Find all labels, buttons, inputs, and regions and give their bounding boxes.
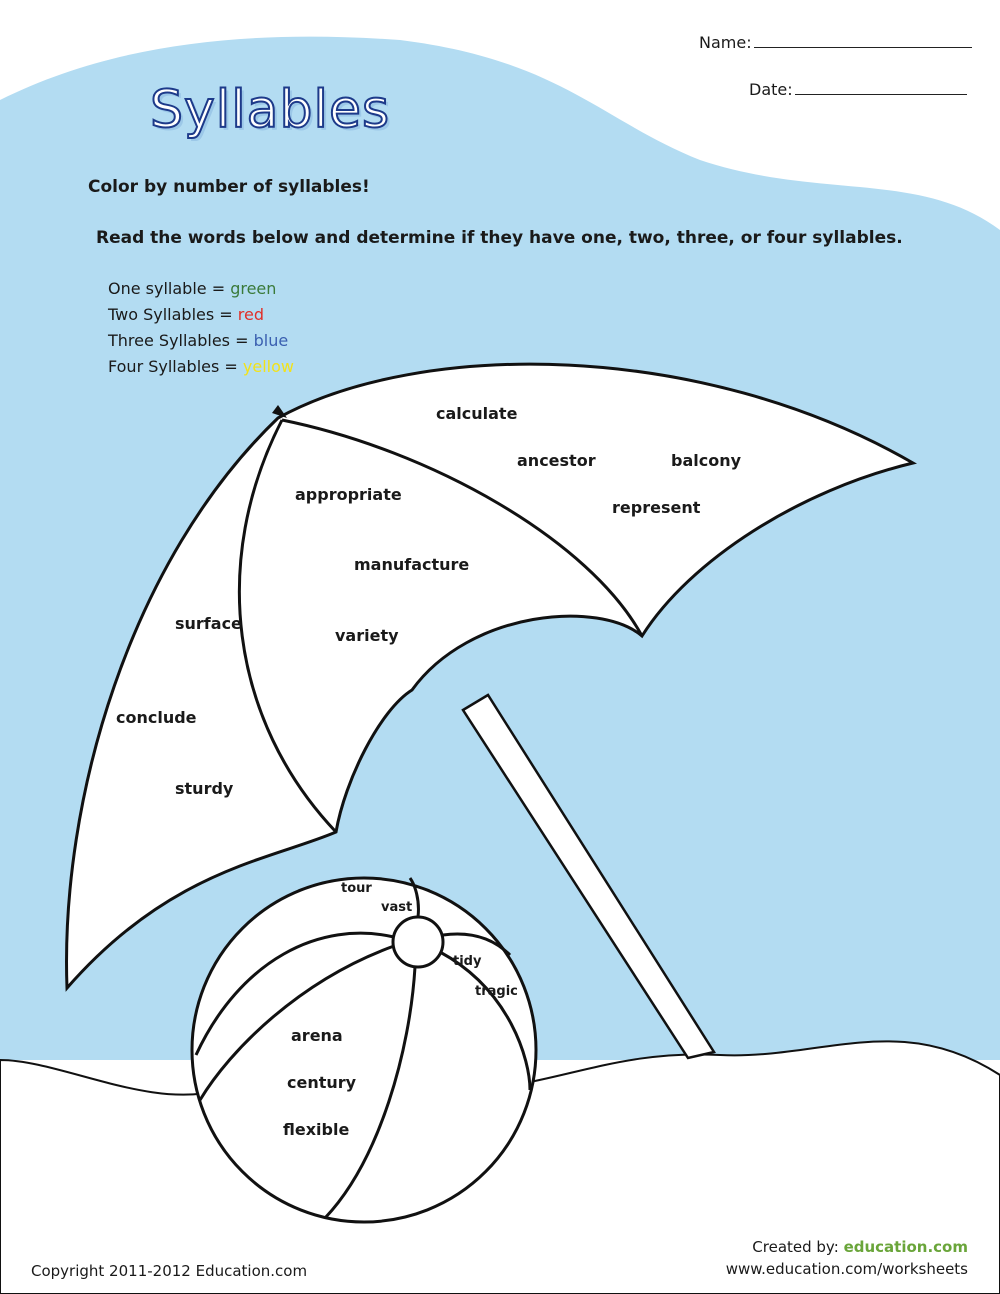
- word-appropriate: appropriate: [295, 485, 402, 504]
- word-arena: arena: [291, 1026, 343, 1045]
- word-tragic: tragic: [475, 984, 518, 999]
- created-by: [752, 1238, 968, 1256]
- instruction-text: Read the words below and determine if they have one, two, three, or four syllables.: [96, 228, 903, 248]
- page-title: Syllables: [150, 80, 391, 140]
- word-sturdy: sturdy: [175, 779, 234, 798]
- beach-ball: [192, 878, 536, 1222]
- date-label: Date:: [749, 80, 793, 99]
- date-field[interactable]: [749, 80, 967, 99]
- education-logo: education.com: [843, 1238, 968, 1256]
- name-blank[interactable]: [754, 46, 972, 48]
- worksheets-url[interactable]: www.education.com/worksheets: [725, 1260, 968, 1278]
- color-legend: [108, 276, 294, 380]
- word-surface: surface: [175, 614, 242, 633]
- legend-item-three: Three Syllables = blue: [108, 331, 289, 350]
- word-represent: represent: [612, 498, 701, 517]
- legend-color-green: green: [230, 279, 277, 298]
- legend-item-one: One syllable = green: [108, 279, 277, 298]
- name-field[interactable]: [699, 33, 972, 52]
- instruction-heading: Color by number of syllables!: [88, 177, 370, 197]
- legend-color-blue: blue: [253, 331, 289, 350]
- word-ancestor: ancestor: [517, 451, 596, 470]
- legend-color-red: red: [237, 305, 264, 324]
- word-tidy: tidy: [453, 954, 482, 969]
- created-by-label: Created by:: [752, 1238, 839, 1256]
- word-century: century: [287, 1073, 357, 1092]
- word-conclude: conclude: [116, 708, 197, 727]
- date-blank[interactable]: [795, 93, 967, 95]
- word-manufacture: manufacture: [354, 555, 470, 574]
- copyright-text: Copyright 2011-2012 Education.com: [31, 1262, 308, 1280]
- word-tour: tour: [341, 881, 372, 896]
- name-label: Name:: [699, 33, 752, 52]
- word-flexible: flexible: [283, 1120, 350, 1139]
- word-calculate: calculate: [436, 404, 518, 423]
- legend-item-four: Four Syllables = yellow: [108, 357, 294, 376]
- legend-color-yellow: yellow: [242, 357, 294, 376]
- beach-ball-cap: [393, 917, 443, 967]
- word-vast: vast: [381, 900, 413, 915]
- word-variety: variety: [335, 626, 399, 645]
- word-balcony: balcony: [671, 451, 742, 470]
- legend-item-two: Two Syllables = red: [108, 305, 264, 324]
